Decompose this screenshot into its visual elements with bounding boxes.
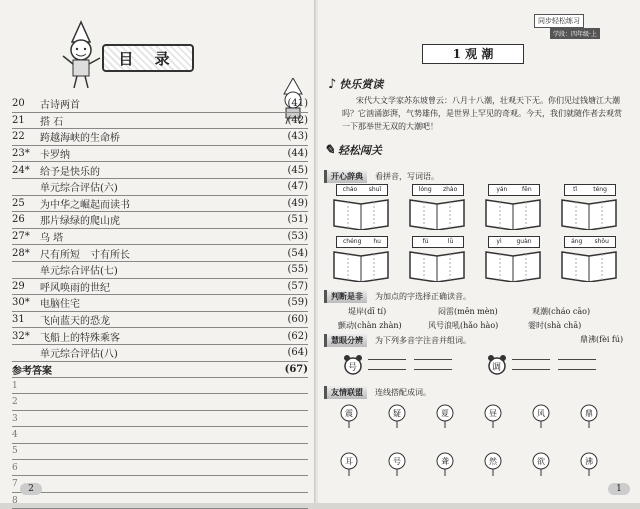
toc-entry-title: 那片绿绿的爬山虎 xyxy=(40,216,120,228)
header-sub-badge: 学段：四年级·上 xyxy=(550,28,600,39)
blank-row xyxy=(12,460,308,476)
toc-num: 30* xyxy=(12,297,30,309)
blank-row-num: 5 xyxy=(12,446,18,457)
flower-word-icon[interactable] xyxy=(578,404,600,428)
q2-item[interactable]: 霎时(shà chā) xyxy=(528,321,582,330)
toc-entry-title: 单元综合评估(七) xyxy=(40,266,118,278)
toc-page: (49) xyxy=(287,197,308,209)
blank-line[interactable] xyxy=(558,360,596,370)
toc-page: (67) xyxy=(284,363,308,375)
header-badge: 同步轻松练习 xyxy=(534,14,584,28)
pinyin-book[interactable] xyxy=(332,186,390,230)
toc-page: (44) xyxy=(287,148,308,160)
flower-char: 疑 xyxy=(393,409,401,418)
toc-entry[interactable] xyxy=(12,295,308,312)
toc-entry[interactable] xyxy=(12,279,308,296)
blank-row xyxy=(12,427,308,443)
q1-tag: 开心辞典 xyxy=(324,170,367,183)
answer-blanks[interactable] xyxy=(558,350,596,370)
q2-instruction: 为加点的字选择正确读音。 xyxy=(375,292,471,301)
toc-entry-title: 飞向蓝天的恐龙 xyxy=(40,316,110,328)
toc-num: 31 xyxy=(12,314,25,326)
q2-header xyxy=(324,290,471,303)
toc-entry[interactable] xyxy=(12,113,308,130)
toc-entry-title: 卡罗纳 xyxy=(40,150,70,162)
polyphone-char: 号 xyxy=(348,363,358,373)
pinyin-box xyxy=(336,236,388,248)
flower-char: 夏 xyxy=(441,409,449,418)
toc-entry[interactable] xyxy=(12,345,308,362)
blank-line[interactable] xyxy=(368,360,406,370)
left-page-number: 2 xyxy=(20,483,42,495)
blank-line[interactable] xyxy=(414,350,452,360)
pinyin: yì xyxy=(496,238,502,245)
answer-blanks[interactable] xyxy=(512,350,550,370)
open-book-icon xyxy=(408,248,466,282)
q2-item[interactable]: 观潮(cháo cāo) xyxy=(532,307,591,316)
pinyin: guàn xyxy=(516,238,532,245)
q2-item[interactable]: 颤动(chàn zhàn) xyxy=(338,321,402,330)
toc-page: (43) xyxy=(287,131,308,143)
toc-entry[interactable] xyxy=(12,162,308,179)
q2-tag: 判断是非 xyxy=(324,290,367,303)
flower-char: 鼎 xyxy=(585,409,593,418)
toc-entry-title: 跨越海峡的生命桥 xyxy=(40,133,120,145)
alarm-clock-icon xyxy=(486,354,506,374)
blank-row xyxy=(12,378,308,394)
toc-entry-title: 单元综合评估(八) xyxy=(40,349,118,361)
toc-page: (42) xyxy=(287,114,308,126)
flower-word-icon[interactable] xyxy=(482,452,504,476)
flower-word-icon[interactable] xyxy=(338,452,360,476)
pinyin: tǐ xyxy=(573,186,578,193)
open-book-icon xyxy=(332,196,390,230)
blank-row-num: 2 xyxy=(12,397,18,408)
pinyin-box xyxy=(488,236,540,248)
pinyin-book[interactable] xyxy=(560,186,618,230)
toc-entry[interactable] xyxy=(12,96,308,113)
q2-item[interactable]: 鼎沸(fèi fú) xyxy=(580,335,624,344)
toc-page: (55) xyxy=(287,264,308,276)
pinyin: áng xyxy=(571,238,583,245)
lesson-title: 1 观 潮 xyxy=(422,44,524,64)
toc-num: 24* xyxy=(12,164,30,176)
toc-entry-title: 尺有所短 寸有所长 xyxy=(40,249,130,261)
section-title: 快乐赏读 xyxy=(339,78,384,91)
flower-word-icon[interactable] xyxy=(434,452,456,476)
toc-page: (53) xyxy=(287,231,308,243)
toc-answers-label: 参考答案 xyxy=(12,365,52,377)
blank-line[interactable] xyxy=(558,350,596,360)
toc-entry[interactable] xyxy=(12,312,308,329)
pinyin-box xyxy=(412,184,464,196)
pinyin-book[interactable] xyxy=(560,238,618,282)
toc-num: 21 xyxy=(12,114,25,126)
toc-page: (51) xyxy=(287,214,308,226)
toc-num: 25 xyxy=(12,197,25,209)
toc-entry[interactable] xyxy=(12,196,308,213)
alarm-clock-icon xyxy=(342,354,362,374)
blank-row-num: 7 xyxy=(12,479,18,490)
toc-num: 26 xyxy=(12,214,25,226)
toc-entry[interactable] xyxy=(12,229,308,246)
pinyin: zhào xyxy=(442,186,458,193)
pinyin: shuǐ xyxy=(368,186,382,193)
pinyin: lóng xyxy=(418,186,432,193)
toc-entry-title: 电脑住宅 xyxy=(40,299,80,311)
open-book-icon xyxy=(484,196,542,230)
flower-char: 欲 xyxy=(537,457,545,466)
answer-blanks[interactable] xyxy=(368,350,406,370)
toc-entry[interactable] xyxy=(12,212,308,229)
toc-entry[interactable] xyxy=(12,179,308,196)
blank-row xyxy=(12,394,308,410)
pinyin: lǜ xyxy=(447,238,454,245)
q2-item[interactable]: 堤岸(dī tí) xyxy=(348,307,387,316)
intro-paragraph: 宋代大文学家苏东坡曾云：八月十八潮，壮观天下无。你们见过钱塘江大潮吗？它汹涌澎湃，气势雄伟，是世界上罕见的奇观。今天，我们就随作者去观赏一下那举世无双的大潮吧！ xyxy=(342,96,622,131)
q4-tag: 友情联盟 xyxy=(324,386,367,399)
pinyin-book[interactable] xyxy=(332,238,390,282)
q3-tag: 慧眼分辨 xyxy=(324,334,367,347)
pinyin-book[interactable] xyxy=(408,238,466,282)
toc-entry-title: 搭 石 xyxy=(40,116,64,128)
left-page xyxy=(0,0,317,506)
pinyin: téng xyxy=(593,186,607,193)
pencil-icon: ✎ xyxy=(324,142,335,158)
open-book-icon xyxy=(332,248,390,282)
toc-num: 28* xyxy=(12,247,30,259)
pinyin: yán xyxy=(496,186,508,193)
toc-num: 27* xyxy=(12,231,30,243)
right-page-number: 1 xyxy=(608,483,630,495)
section-title: 轻松闯关 xyxy=(337,144,382,157)
toc-entry-title: 呼风唤雨的世纪 xyxy=(40,282,110,294)
q3-header xyxy=(324,334,471,347)
toc-entry-answers[interactable] xyxy=(12,362,308,379)
flower-char: 聋 xyxy=(441,457,449,466)
pinyin: cháo xyxy=(342,186,358,193)
flower-word-icon[interactable] xyxy=(386,452,408,476)
blank-line[interactable] xyxy=(414,360,452,370)
q1-header xyxy=(324,170,439,183)
toc-page: (64) xyxy=(287,347,308,359)
flower-char: 然 xyxy=(489,457,497,466)
pinyin-book[interactable] xyxy=(484,186,542,230)
toc-entry[interactable] xyxy=(12,146,308,163)
q1-instruction: 看拼音，写词语。 xyxy=(375,172,439,181)
blank-row-num: 8 xyxy=(12,495,18,506)
toc-entry[interactable] xyxy=(12,245,308,262)
q4-instruction: 连线搭配成词。 xyxy=(375,388,431,397)
blank-line[interactable] xyxy=(512,350,550,360)
polyphone-char: 调 xyxy=(492,363,502,373)
blank-line[interactable] xyxy=(512,360,550,370)
toc-page: (41) xyxy=(287,98,308,110)
answer-blanks[interactable] xyxy=(414,350,452,370)
blank-row-num: 4 xyxy=(12,429,18,440)
flower-word-icon[interactable] xyxy=(482,404,504,428)
pinyin-box xyxy=(336,184,388,196)
flower-word-icon[interactable] xyxy=(578,452,600,476)
q4-header xyxy=(324,386,431,399)
flower-word-icon[interactable] xyxy=(434,404,456,428)
blank-line[interactable] xyxy=(368,350,406,360)
toc-entry-title: 古诗两首 xyxy=(40,100,80,112)
pinyin-book[interactable] xyxy=(408,186,466,230)
blank-row-num: 6 xyxy=(12,462,18,473)
open-book-icon xyxy=(560,196,618,230)
right-page xyxy=(318,0,640,503)
toc-entry-title: 飞船上的特殊乘客 xyxy=(40,332,120,344)
blank-row-num: 3 xyxy=(12,413,18,424)
pinyin-box xyxy=(564,184,616,196)
toc-page: (60) xyxy=(287,314,308,326)
pinyin-box xyxy=(564,236,616,248)
pinyin: shǒu xyxy=(594,238,609,245)
flower-word-icon[interactable] xyxy=(530,404,552,428)
toc-entry[interactable] xyxy=(12,262,308,279)
toc-title: 目 录 xyxy=(102,44,194,72)
blank-row-num: 1 xyxy=(12,380,18,391)
pinyin-box xyxy=(412,236,464,248)
q2-item[interactable]: 闷雷(mēn mèn) xyxy=(438,307,498,316)
flower-word-icon[interactable] xyxy=(530,452,552,476)
pinyin-box xyxy=(488,184,540,196)
blank-row xyxy=(12,444,308,460)
toc-num: 29 xyxy=(12,280,25,292)
open-book-icon xyxy=(484,248,542,282)
toc-num: 23* xyxy=(12,148,30,160)
toc-entry-title: 乌 塔 xyxy=(40,233,64,245)
flower-char: 沸 xyxy=(585,457,593,466)
toc-num: 22 xyxy=(12,131,25,143)
toc-entry-title: 为中华之崛起而读书 xyxy=(40,199,130,211)
pinyin: fēn xyxy=(522,186,532,193)
flower-char: 号 xyxy=(393,457,401,466)
pinyin: chéng xyxy=(342,238,362,245)
toc-entry[interactable] xyxy=(12,328,308,345)
toc-entry-title: 给予是快乐的 xyxy=(40,166,100,178)
flower-word-icon[interactable] xyxy=(386,404,408,428)
pinyin: hu xyxy=(373,238,381,245)
blank-row xyxy=(12,476,308,492)
toc-num: 20 xyxy=(12,98,25,110)
flower-char: 耳 xyxy=(345,457,353,466)
open-book-icon xyxy=(560,248,618,282)
toc-page: (59) xyxy=(287,297,308,309)
toc-page: (57) xyxy=(287,280,308,292)
toc-entry[interactable] xyxy=(12,129,308,146)
q3-instruction: 为下列多音字注音并组词。 xyxy=(375,336,471,345)
blank-row xyxy=(12,411,308,427)
toc-page: (62) xyxy=(287,330,308,342)
toc-page: (45) xyxy=(287,164,308,176)
toc-entry-title: 单元综合评估(六) xyxy=(40,183,118,195)
toc-list xyxy=(12,96,308,509)
toc-num: 32* xyxy=(12,330,30,342)
q2-item[interactable]: 风号浪吼(hǎo hào) xyxy=(428,321,499,330)
pinyin-book[interactable] xyxy=(484,238,542,282)
toc-page: (47) xyxy=(287,181,308,193)
blank-row xyxy=(12,493,308,509)
flower-char: 震 xyxy=(345,409,353,418)
pinyin: fú xyxy=(422,238,429,245)
toc-page: (54) xyxy=(287,247,308,259)
section-easy-challenge xyxy=(324,142,382,158)
boy-mascot-icon xyxy=(60,20,102,90)
flower-char: 风 xyxy=(537,409,545,418)
open-book-icon xyxy=(408,196,466,230)
flower-word-icon[interactable] xyxy=(338,404,360,428)
book-reading-icon: ♪ xyxy=(328,76,337,92)
flower-char: 昼 xyxy=(489,409,497,418)
section-happy-reading xyxy=(328,76,383,92)
